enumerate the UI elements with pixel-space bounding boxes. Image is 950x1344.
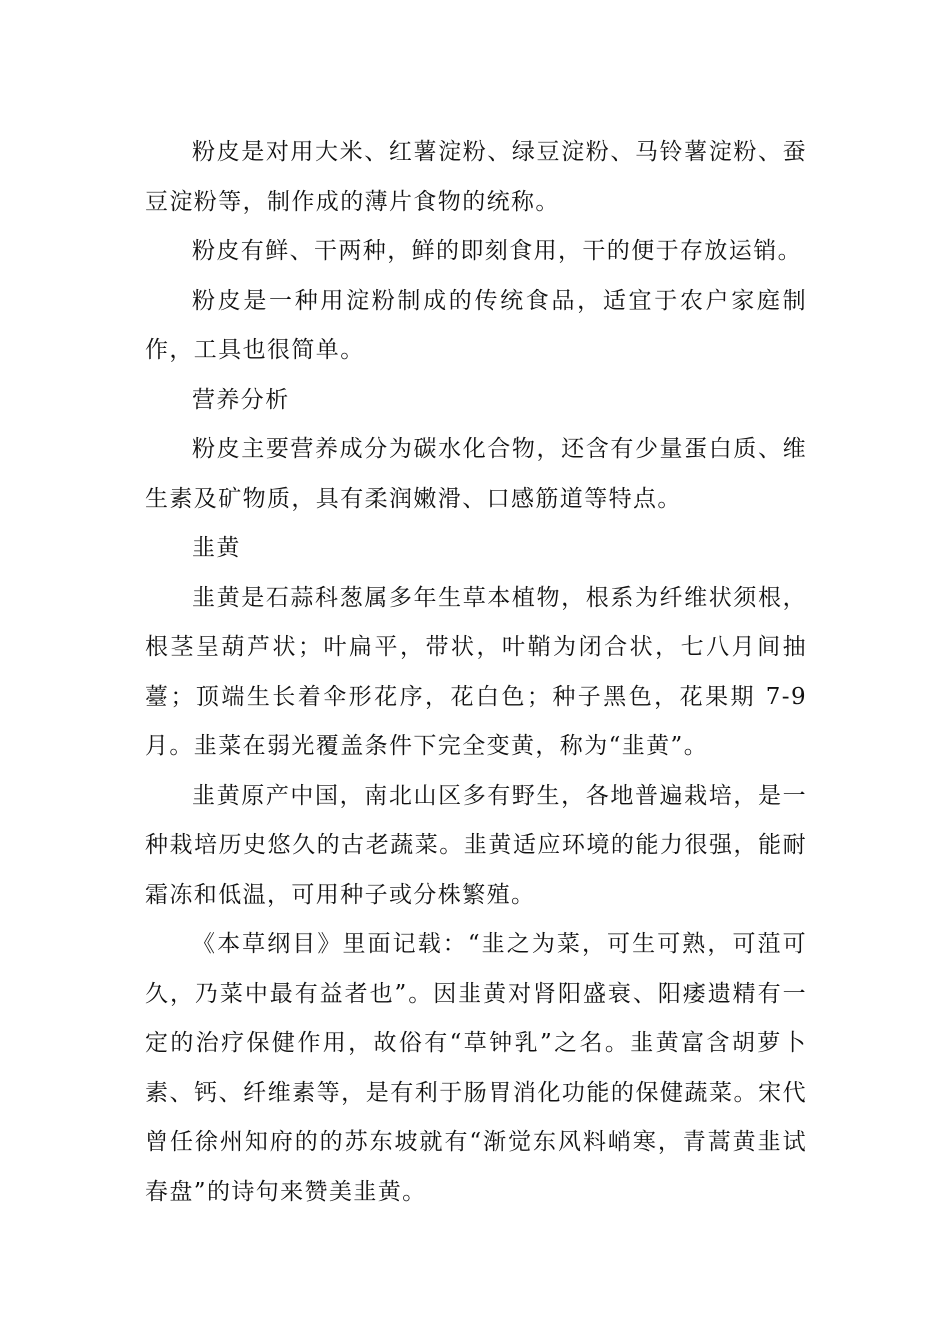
- paragraph-fenpi-tradition: 粉皮是一种用淀粉制成的传统食品，适宜于农户家庭制作，工具也很简单。: [145, 287, 807, 363]
- document-page: [145, 128, 807, 1217]
- paragraph-fenpi-types: 粉皮有鲜、干两种，鲜的即刻食用，干的便于存放运销。: [192, 238, 802, 264]
- heading-jiuhuang: 韭黄: [192, 535, 241, 561]
- paragraph-fenpi-definition: 粉皮是对用大米、红薯淀粉、绿豆淀粉、马铃薯淀粉、蚕豆淀粉等，制作成的薄片食物的统称。: [145, 139, 807, 215]
- paragraph-jiuhuang-botany: 韭黄是石蒜科葱属多年生草本植物，根系为纤维状须根，根茎呈葫芦状；叶扁平，带状，叶鞘为闭合状，七八月间抽薹；顶端生长着伞形花序，花白色；种子黑色，花果期 7-9 月。韭菜在弱光覆盖条件下完全变黄，称为“韭黄”。: [145, 584, 807, 759]
- heading-nutrition-analysis: 营养分析: [192, 386, 290, 413]
- paragraph-fenpi-nutrition: 粉皮主要营养成分为碳水化合物，还含有少量蛋白质、维生素及矿物质，具有柔润嫩滑、口感筋道等特点。: [145, 436, 807, 512]
- paragraph-jiuhuang-origin: 韭黄原产中国，南北山区多有野生，各地普遍栽培，是一种栽培历史悠久的古老蔬菜。韭黄适应环境的能力很强，能耐霜冻和低温，可用种子或分株繁殖。: [145, 782, 807, 908]
- paragraph-jiuhuang-history: 《本草纲目》里面记载：“韭之为菜，可生可熟，可菹可久，乃菜中最有益者也”。因韭黄对肾阳盛衰、阳痿遗精有一定的治疗保健作用，故俗有“草钟乳”之名。韭黄富含胡萝卜素、钙、纤维素等，是有利于肠胃消化功能的保健蔬菜。宋代曾任徐州知府的的苏东坡就有“渐觉东风料峭寒，青蒿黄韭试春盘”的诗句来赞美韭黄。: [145, 931, 807, 1205]
